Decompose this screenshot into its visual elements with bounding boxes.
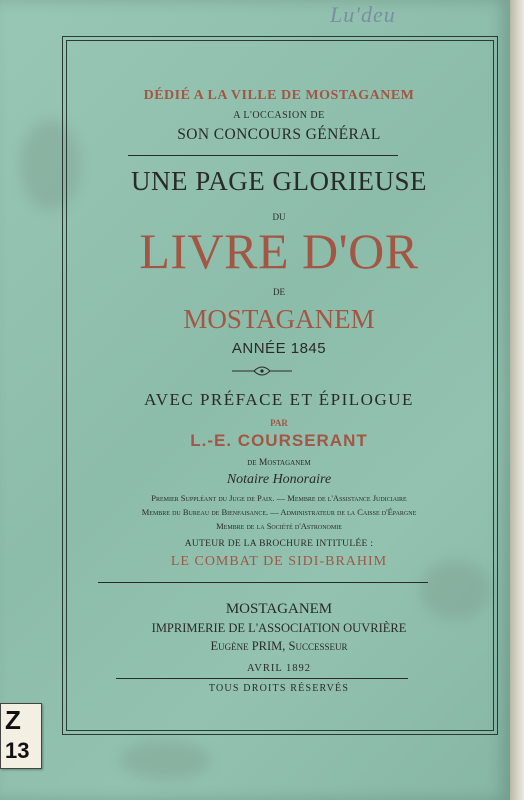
imprint-city: MOSTAGANEM bbox=[225, 601, 333, 617]
dedication-occasion: A L'OCCASION DE bbox=[233, 110, 325, 121]
paper-stain bbox=[120, 740, 210, 780]
ornament-icon bbox=[232, 365, 292, 377]
title-de: DE bbox=[273, 287, 285, 297]
main-title: LIVRE D'OR bbox=[139, 223, 419, 279]
author-role: Notaire Honoraire bbox=[226, 472, 332, 487]
imprint-date: AVRIL 1892 bbox=[247, 663, 311, 674]
title-line: UNE PAGE GLORIEUSE bbox=[130, 166, 427, 196]
divider bbox=[116, 678, 408, 679]
brochure-title: LE COMBAT DE SIDI-BRAHIM bbox=[170, 554, 388, 569]
imprint-successor: Eugène PRIM, Successeur bbox=[210, 639, 348, 653]
brochure-intro: AUTEUR DE LA BROCHURE INTITULÉE : bbox=[184, 539, 374, 549]
rights-notice: TOUS DROITS RÉSERVÉS bbox=[208, 683, 350, 694]
divider bbox=[98, 582, 428, 583]
dedication-contest: SON CONCOURS GÉNÉRAL bbox=[177, 126, 381, 143]
page-edge bbox=[510, 0, 524, 800]
par-label: PAR bbox=[270, 418, 288, 428]
imprint-printer: IMPRIMERIE DE L'ASSOCIATION OUVRIÈRE bbox=[151, 621, 407, 635]
handwritten-note: Lu'deu bbox=[330, 2, 396, 27]
library-shelf-label bbox=[0, 703, 42, 769]
dedication-line: DÉDIÉ A LA VILLE DE MOSTAGANEM bbox=[143, 88, 415, 103]
shelf-letter: Z bbox=[5, 705, 21, 735]
author-name: L.-E. COURSERANT bbox=[190, 431, 368, 450]
author-credit: Membre de la Société d'Astronomie bbox=[216, 521, 342, 531]
city-title: MOSTAGANEM bbox=[183, 304, 375, 334]
year: ANNÉE 1845 bbox=[231, 340, 327, 357]
shelf-number: 13 bbox=[5, 738, 30, 763]
author-credit: Premier Suppléant du Juge de Paix. — Membre de l'Assistance Judiciaire bbox=[151, 493, 407, 503]
title-du: DU bbox=[272, 212, 286, 222]
author-city: de Mostaganem bbox=[247, 458, 311, 468]
author-credit: Membre du Bureau de Bienfaisance. — Administrateur de la Caisse d'Épargne bbox=[141, 507, 417, 517]
preface-line: AVEC PRÉFACE ET ÉPILOGUE bbox=[144, 390, 414, 409]
divider bbox=[128, 155, 398, 156]
